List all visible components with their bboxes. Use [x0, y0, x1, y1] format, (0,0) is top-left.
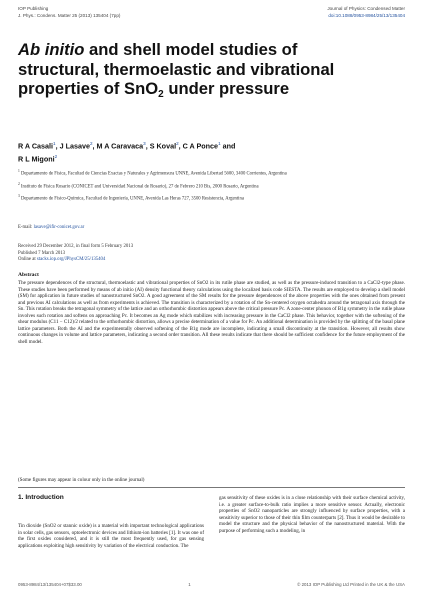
- email-label: E-mail:: [18, 225, 34, 230]
- author: S Koval: [149, 141, 177, 151]
- affiliation-text: Departamento de Físico-Química, Facultad de Ingeniería, UNNE, Avenida Las Heras 727, 3500 Resistencia, Argentina: [19, 196, 244, 202]
- author-affil-mark[interactable]: 2: [176, 141, 179, 146]
- author-affil-mark[interactable]: 1: [218, 141, 221, 146]
- section-divider: [18, 487, 405, 488]
- doi-link[interactable]: doi:10.1088/0953-8984/25/13/135404: [328, 13, 405, 18]
- author-separator: ,: [145, 141, 150, 151]
- title-italic: Ab initio: [18, 40, 85, 59]
- email-link[interactable]: lasave@ifir-conicet.gov.ar: [33, 225, 85, 230]
- paper-title: [18, 40, 398, 99]
- journal-header: [18, 6, 405, 11]
- citation: J. Phys.: Condens. Matter 25 (2013) 135404 (7pp): [18, 13, 121, 18]
- online-url-link[interactable]: stacks.iop.org/JPhysCM/25/135404: [36, 257, 106, 262]
- journal-name: Journal of Physics: Condensed Matter: [327, 6, 405, 11]
- copyright: © 2013 IOP Publishing Ltd Printed in the UK & the USA: [297, 582, 405, 587]
- title-line3-pre: properties of SnO: [18, 79, 159, 99]
- affiliation: [18, 181, 378, 191]
- author-separator: ,: [178, 141, 183, 151]
- figure-colour-note: (Some figures may appear in colour only in the online journal): [18, 477, 145, 483]
- author: R L Migoni: [18, 154, 55, 164]
- author-affil-mark[interactable]: 1: [53, 141, 56, 146]
- author-affil-mark[interactable]: 3: [143, 141, 146, 146]
- received-date: Received 29 December 2012, in final form 5 February 2013: [18, 244, 134, 249]
- author-separator: ,: [55, 141, 60, 151]
- published-date: Published 7 March 2013: [18, 250, 66, 256]
- author: R A Casali: [18, 141, 54, 151]
- citation-line: [18, 13, 405, 18]
- author: C A Ponce: [182, 141, 219, 151]
- affiliation: [18, 193, 378, 203]
- issn-code: 0953-8984/13/135404+07$33.00: [18, 582, 82, 587]
- title-line2: structural, thermoelastic and vibrational: [18, 59, 335, 79]
- abstract-text: The pressure dependences of the structural, thermoelastic and vibrational properties of SnO2 in its rutile phase are studied, as well as the pressure-induced transition to a CaCl2-type phase. These studies have been performed by means of ab initio (AI) density functional theory calculations using the localized basis code SIESTA. The results are employed to develop a shell model (SM) for application in future studies of nanostructured SnO2. A good agreement of the SM results for the pressure dependences of the above properties with the ones obtained from present and previous AI calculations as well as from experiments is achieved. The transition is characterized by a rotation of the Sn-centered oxygen octahedra around the tetragonal axis through the Sn. This rotation breaks the tetragonal symmetry of the lattice and an orthorhombic distortion appears above the critical pressure Pc. A zone-center phonon of B1g symmetry in the rutile phase involves such rotation and softens on approaching Pc. It becomes an Ag mode which stabilizes with increasing pressure in the CaCl2 phase. This behavior, together with the softening of the shear modulus (C11 − C12)/2 related to the orthorhombic distortion, allows a precise determination of a value for Pc. An additional determination is provided by the splitting of the basal plane lattice parameters. Both the AI and the experimentally observed softening of the B1g mode are incomplete, indicating a small discontinuity at the transition. However, all results show continuous changes in volume and lattice parameters, indicating a second order transition. All these results indicate that there should be sufficient confidence for the future employment of the shell model.: [18, 280, 405, 345]
- page-number: 1: [188, 582, 191, 587]
- affiliation-mark: 3: [18, 194, 20, 199]
- affiliation-text: Instituto de Física Rosario (CONICET and Universidad Nacional de Rosario), 27 de Febrero 210 Bis, 2000 Rosario, Argentina: [19, 184, 259, 190]
- author: J Lasave: [59, 141, 90, 151]
- abstract-heading: Abstract: [18, 272, 39, 278]
- publication-dates: [18, 244, 133, 264]
- affiliation-mark: 2: [18, 181, 20, 186]
- online-line: [18, 257, 133, 264]
- affiliations: [18, 168, 378, 206]
- affiliation-mark: 1: [18, 169, 20, 173]
- publisher-name: IOP Publishing: [18, 6, 49, 11]
- author-separator: and: [220, 141, 236, 151]
- page-footer: [18, 582, 405, 587]
- title-line1: and shell model studies of: [84, 40, 298, 59]
- author-list: [18, 139, 378, 165]
- online-label: Online at: [18, 257, 37, 262]
- author: M A Caravaca: [96, 141, 144, 151]
- title-subscript: 2: [158, 89, 164, 101]
- author-separator: ,: [92, 141, 97, 151]
- section-heading: 1. Introduction: [18, 494, 64, 501]
- title-line3-post: under pressure: [163, 79, 290, 99]
- intro-left-column: Tin dioxide (SnO2 or stannic oxide) is a material with important technological applications in solar cells, gas sensors, optoelectronic devices and lithium-ion batteries [1]. It was one of the first oxides considered, and it is still the most frequently used, for gas sensing applications exploiting high sensitivity by variation of the electrical conduction. The: [18, 523, 204, 549]
- contact-email: [18, 225, 84, 230]
- author-affil-mark[interactable]: 2: [54, 153, 58, 159]
- affiliation: [18, 168, 378, 178]
- intro-right-column: gas sensitivity of these oxides is in a close relationship with their surface chemical activity, i.e. a greater surface-to-bulk ratio implies a more sensitive sensor. Actually, electronic properties of SnO2 nanoparticles are strongly influenced by surface properties, with a sensitivity superior to those of their thin film counterparts [2]. Thus it would be desirable to model the structure and the physical behavior of the nanostructured material. With the purpose of performing such a modeling, in: [219, 495, 405, 534]
- author-affil-mark[interactable]: 2: [89, 141, 93, 146]
- affiliation-text: Departamento de Física, Facultad de Ciencias Exactas y Naturales y Agrimensura UNNE, Avenida Libertad 5600, 3400 Corrientes, Argentina: [19, 171, 287, 177]
